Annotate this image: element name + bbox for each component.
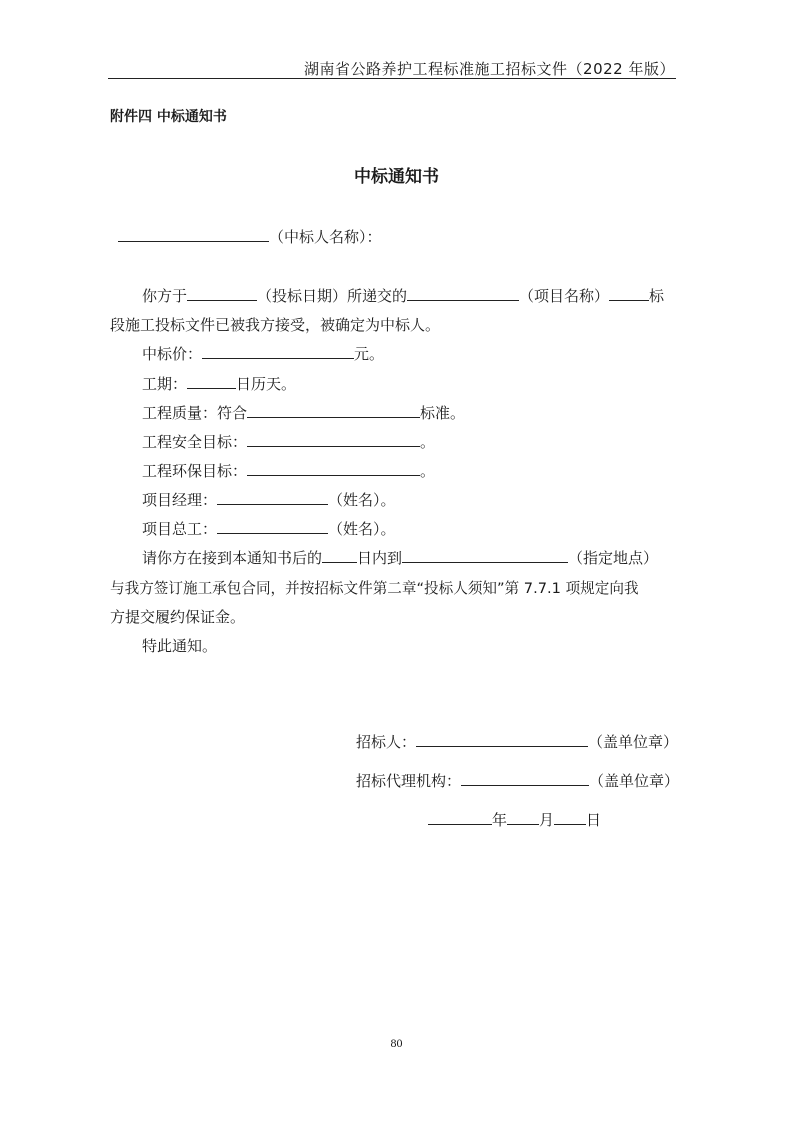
label: 工程安全目标： [142, 433, 248, 451]
unit: 元。 [354, 345, 385, 363]
quality-blank[interactable] [247, 402, 420, 418]
label: 中标价： [142, 345, 203, 363]
text: （项目名称） [519, 287, 610, 305]
tenderer-blank[interactable] [416, 731, 588, 747]
seal-note: （盖单位章） [589, 772, 680, 790]
label: 招标人： [356, 733, 417, 751]
days-blank[interactable] [322, 547, 357, 563]
addressee-line [118, 226, 382, 247]
environmental-target-blank[interactable] [247, 460, 420, 476]
winner-name-blank[interactable] [118, 226, 269, 242]
month-label: 月 [539, 811, 555, 829]
contract-paragraph-line3: 方提交履约保证金。 [110, 608, 246, 626]
contract-paragraph-line2: 与我方签订施工承包合同，并按招标文件第二章“投标人须知”第 7.7.1 项规定向我 [110, 580, 639, 597]
text: 你方于 [142, 287, 188, 305]
day-label: 日 [586, 811, 602, 829]
note: （姓名）。 [328, 520, 396, 538]
bid-price-row [142, 343, 384, 364]
label: 招标代理机构： [356, 772, 462, 790]
text: （指定地点） [568, 549, 659, 567]
page-number: 80 [390, 1036, 403, 1050]
year-label: 年 [492, 811, 508, 829]
document-title: 中标通知书 [354, 167, 439, 187]
agency-blank[interactable] [461, 770, 589, 786]
safety-target-blank[interactable] [247, 431, 420, 447]
section-blank[interactable] [609, 285, 649, 301]
agency-signature-row [356, 770, 679, 791]
text: 请你方在接到本通知书后的 [142, 549, 323, 567]
notice-paragraph-line2: 段施工投标文件已被我方接受，被确定为中标人。 [110, 316, 441, 334]
text: 标 [649, 287, 665, 305]
punct: 。 [420, 462, 436, 480]
punct: 。 [420, 433, 436, 451]
quality-row [142, 402, 465, 423]
label: 项目经理： [142, 491, 218, 509]
bid-price-blank[interactable] [202, 343, 354, 359]
bid-date-blank[interactable] [187, 285, 257, 301]
unit: 日历天。 [236, 375, 297, 393]
environmental-target-row [142, 460, 435, 481]
safety-target-row [142, 431, 435, 452]
project-manager-blank[interactable] [217, 489, 328, 505]
text: （投标日期）所递交的 [257, 287, 408, 305]
label: 项目总工： [142, 520, 218, 538]
closing-text: 特此通知。 [142, 637, 218, 655]
label: 工程质量：符合 [142, 404, 248, 422]
chief-engineer-row [142, 518, 396, 539]
note: （姓名）。 [328, 491, 396, 509]
location-blank[interactable] [402, 547, 568, 563]
running-header: 湖南省公路养护工程标准施工招标文件（2022 年版） [304, 60, 675, 78]
tenderer-signature-row [356, 731, 678, 752]
label: 工期： [142, 375, 188, 393]
chief-engineer-blank[interactable] [217, 518, 328, 534]
header-rule [108, 78, 676, 79]
unit: 标准。 [420, 404, 466, 422]
project-manager-row [142, 489, 396, 510]
project-name-blank[interactable] [407, 285, 519, 301]
label: 工程环保目标： [142, 462, 248, 480]
year-blank[interactable] [428, 809, 492, 825]
seal-note: （盖单位章） [588, 733, 679, 751]
month-blank[interactable] [507, 809, 539, 825]
text: 日内到 [357, 549, 403, 567]
notice-paragraph-line1 [142, 285, 664, 306]
period-blank[interactable] [187, 373, 236, 389]
construction-period-row [142, 373, 296, 394]
contract-paragraph-line1 [142, 547, 658, 568]
date-row [428, 809, 601, 830]
day-blank[interactable] [554, 809, 586, 825]
addressee-suffix: （中标人名称）： [269, 228, 382, 246]
annex-label: 附件四 中标通知书 [110, 109, 227, 125]
